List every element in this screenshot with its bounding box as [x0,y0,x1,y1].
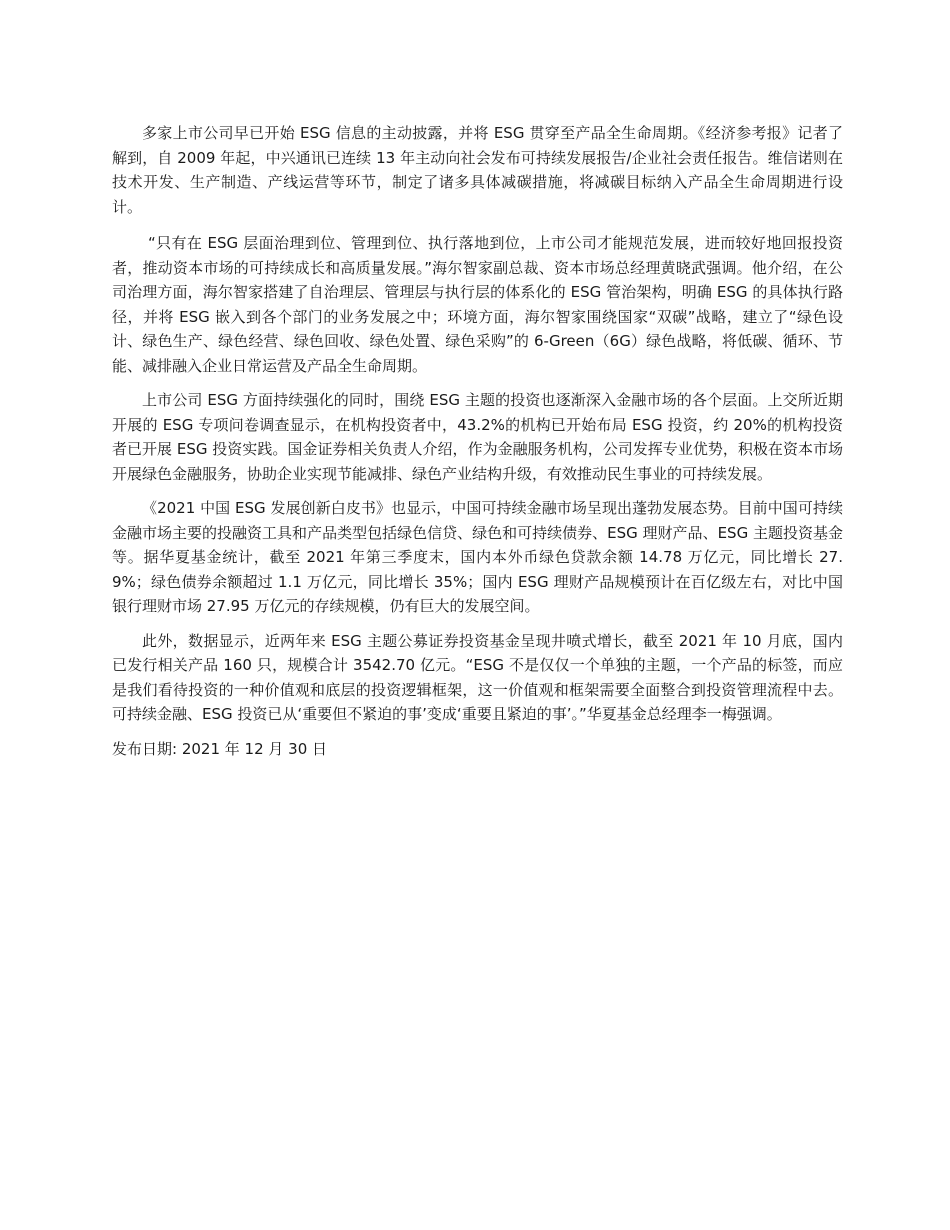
article-paragraph: 此外，数据显示，近两年来 ESG 主题公募证券投资基金呈现井喷式增长，截至 2021 年 10 月底，国内已发行相关产品 160 只，规模合计 3542.70 亿元。“ESG 不是仅仅一个单独的主题，一个产品的标签，而应是我们看待投资的一种价值观和底层的投资逻辑框架，这一价值观和框架需要全面整合到投资管理流程中去。可持续金融、ESG 投资已从‘重要但不紧迫的事’变成‘重要且紧迫的事’。”华夏基金总经理李一梅强调。 [112,631,843,723]
publish-date: 发布日期: 2021 年 12 月 30 日 [112,739,328,758]
article-paragraph: “只有在 ESG 层面治理到位、管理到位、执行落地到位，上市公司才能规范发展，进而较好地回报投资者，推动资本市场的可持续成长和高质量发展。”海尔智家副总裁、资本市场总经理黄晓武强调。他介绍，在公司治理方面，海尔智家搭建了自治理层、管理层与执行层的体系化的 ESG 管治架构，明确 ESG 的具体执行路径，并将 ESG 嵌入到各个部门的业务发展之中；环境方面，海尔智家围绕国家“双碳”战略，建立了“绿色设计、绿色生产、绿色经营、绿色回收、绿色处置、绿色采购”的 6-Green（6G）绿色战略，将低碳、循环、节能、减排融入企业日常运营及产品全生命周期。 [112,234,843,375]
article-paragraph: 多家上市公司早已开始 ESG 信息的主动披露，并将 ESG 贯穿至产品全生命周期。《经济参考报》记者了解到，自 2009 年起，中兴通讯已连续 13 年主动向社会发布可持续发展报告/企业社会责任报告。维信诺则在技术开发、生产制造、产线运营等环节，制定了诸多具体减碳措施，将减碳目标纳入产品全生命周期进行设计。 [112,124,843,216]
article-body [112,121,843,761]
article-paragraph: 上市公司 ESG 方面持续强化的同时，围绕 ESG 主题的投资也逐渐深入金融市场的各个层面。上交所近期开展的 ESG 专项问卷调查显示，在机构投资者中，43.2%的机构已开始布局 ESG 投资，约 20%的机构投资者已开展 ESG 投资实践。国金证券相关负责人介绍，作为金融服务机构，公司发挥专业优势，积极在资本市场开展绿色金融服务，协助企业实现节能减排、绿色产业结构升级，有效推动民生事业的可持续发展。 [112,391,843,483]
article-paragraph: 《2021 中国 ESG 发展创新白皮书》也显示，中国可持续金融市场呈现出蓬勃发展态势。目前中国可持续金融市场主要的投融资工具和产品类型包括绿色信贷、绿色和可持续债券、ESG 理财产品、ESG 主题投资基金等。据华夏基金统计，截至 2021 年第三季度末，国内本外币绿色贷款余额 14.78 万亿元，同比增长 27.9%；绿色债券余额超过 1.1 万亿元，同比增长 35%；国内 ESG 理财产品规模预计在百亿级左右，对比中国银行理财市场 27.95 万亿元的存续规模，仍有巨大的发展空间。 [112,499,843,615]
